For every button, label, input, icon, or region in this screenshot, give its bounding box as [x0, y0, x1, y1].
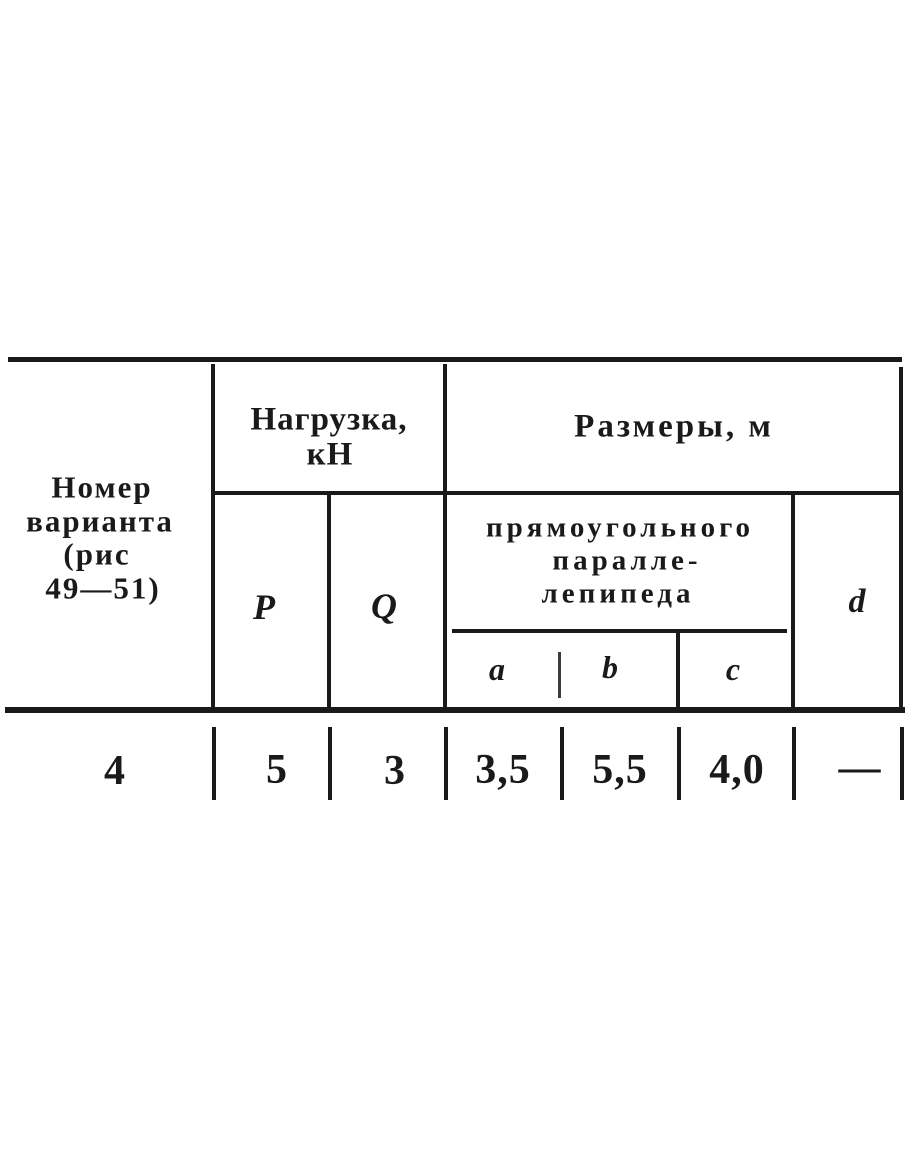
load-group-header-line1: Нагрузка,: [250, 401, 408, 438]
column-header-c: c: [725, 651, 741, 687]
header-bottom-border: [5, 707, 905, 713]
parallelepiped-header-line3: лепипеда: [541, 577, 695, 610]
row-value-d: —: [838, 745, 882, 791]
column-header-a: a: [489, 651, 505, 687]
row-value-b: 5,5: [592, 747, 648, 793]
row-divider-a-b: [560, 727, 564, 800]
divider-c-d: [791, 495, 795, 707]
variant-header-line2: варианта: [26, 503, 174, 539]
row-value-q: 3: [384, 748, 406, 794]
row-value-p: 5: [266, 747, 288, 793]
parallelepiped-underline: [452, 629, 787, 633]
divider-a-b: [558, 652, 561, 698]
row-divider-q-a: [444, 727, 448, 800]
row-value-variant: 4: [104, 748, 126, 794]
variant-header-line3: (рис: [63, 536, 131, 572]
row-right-tick: [900, 727, 904, 800]
row-divider-p-q: [328, 727, 332, 800]
parallelepiped-header-line2: паралле-: [552, 544, 702, 577]
divider-variant-load: [211, 364, 215, 707]
row-value-a: 3,5: [475, 747, 531, 793]
load-group-header-line2: кН: [306, 436, 354, 473]
dimensions-group-header: Размеры, м: [574, 408, 774, 445]
row-divider-c-d: [792, 727, 796, 800]
column-header-b: b: [602, 649, 618, 685]
table-top-border: [8, 357, 902, 362]
row-value-c: 4,0: [709, 747, 765, 793]
divider-load-dimensions: [443, 364, 447, 707]
variant-header-line1: Номер: [51, 469, 153, 505]
column-header-q: Q: [371, 586, 397, 626]
header-group-underline: [213, 491, 903, 495]
parallelepiped-header-line1: прямоугольного: [485, 511, 755, 544]
divider-p-q: [327, 495, 331, 707]
column-header-p: P: [253, 587, 275, 627]
row-divider-variant-p: [212, 727, 216, 800]
variant-header-line4: 49—51): [45, 570, 161, 606]
divider-b-c: [676, 633, 680, 707]
row-divider-b-c: [677, 727, 681, 800]
table-right-border: [899, 367, 903, 707]
column-header-d: d: [848, 583, 866, 620]
